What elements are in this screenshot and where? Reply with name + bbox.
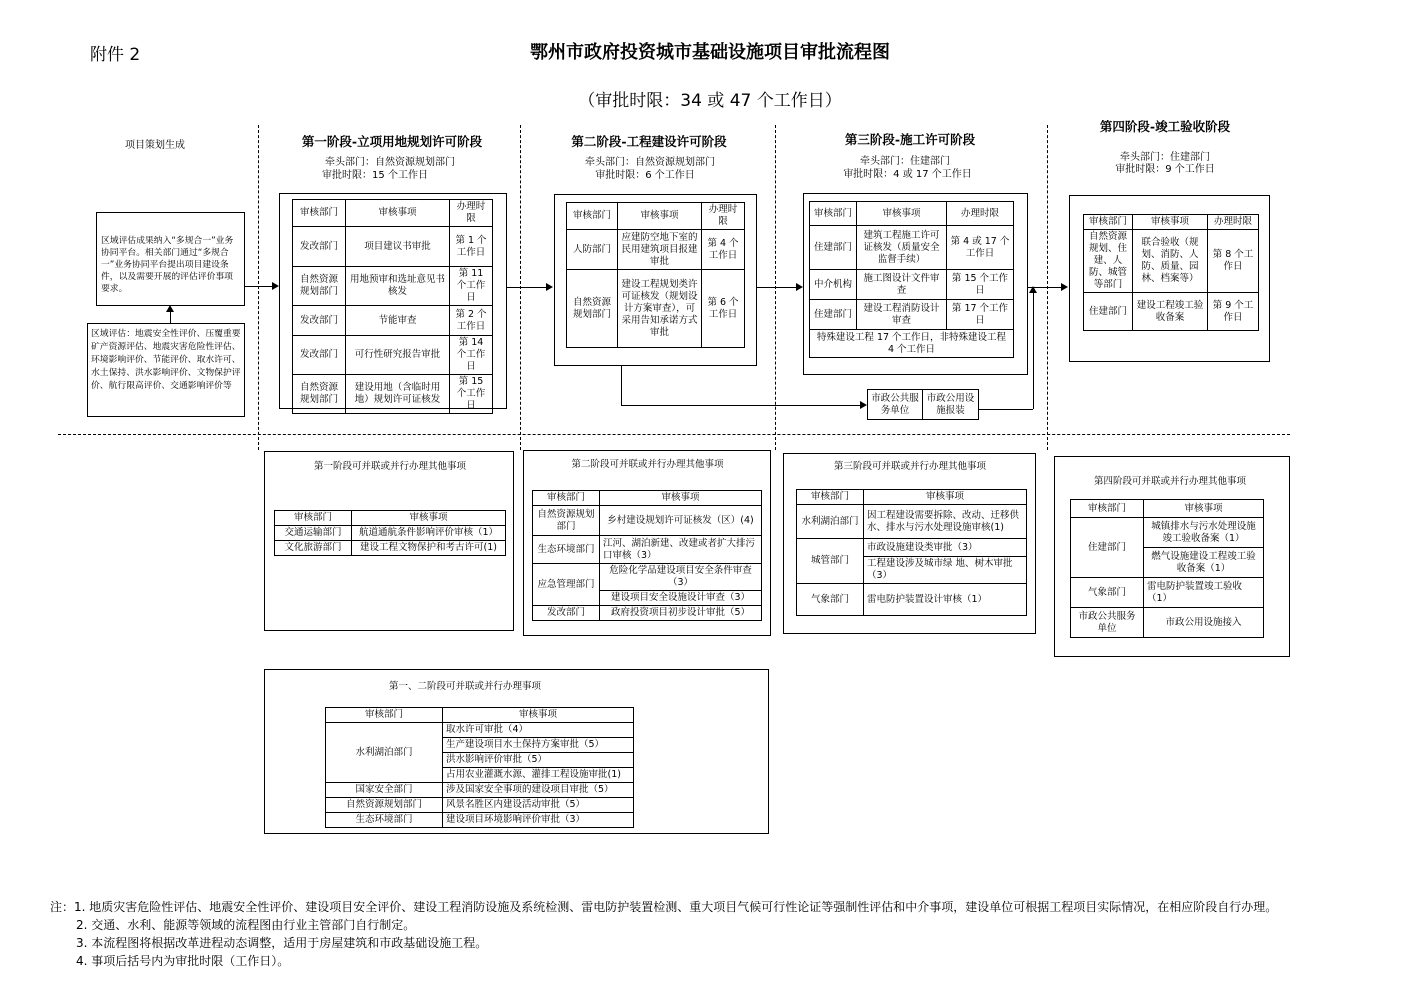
- table-row: [533, 536, 762, 564]
- parallel2-title: 第二阶段可并联或并行办理其他事项: [571, 459, 724, 470]
- col-header: 审核事项: [1144, 500, 1264, 518]
- table-row: [1071, 518, 1264, 548]
- dept-cell: 市政公共服务单位: [1071, 608, 1144, 638]
- note-4: 4. 事项后括号内为审批时限（工作日）。: [76, 954, 290, 968]
- item-cell: 政府投资项目初步设计审批（5）: [600, 606, 762, 621]
- item-cell: 建设工程消防设计审查: [857, 300, 947, 330]
- table-row: [293, 375, 493, 414]
- dept-cell: 气象部门: [797, 584, 864, 616]
- item-cell: 联合验收（规划、消防、人防、质量、园林、档案等）: [1133, 230, 1208, 293]
- item-cell: 建设项目环境影响评价审批（3）: [443, 813, 634, 828]
- stage-separator: [258, 125, 259, 450]
- table-row: [797, 539, 1027, 557]
- parallel12-table: [325, 707, 634, 828]
- col-header: 审核事项: [864, 490, 1027, 505]
- dept-cell: 发改部门: [293, 336, 346, 375]
- item-cell: 航道通航条件影响评价审核（1）: [352, 526, 506, 541]
- arrow-right-icon: [796, 283, 803, 291]
- col-header: 审核部门: [293, 200, 346, 227]
- time-cell: 第 17 个工作日: [947, 300, 1014, 330]
- item-cell: 市政设施建设类审批（3）: [864, 539, 1027, 557]
- col-header: 审核事项: [443, 708, 634, 723]
- connector-line: [979, 409, 1033, 410]
- parallel1-title: 第一阶段可并联或并行办理其他事项: [313, 461, 466, 472]
- stage4-title: 第四阶段-竣工验收阶段: [1099, 119, 1231, 134]
- item-cell: 用地预审和选址意见书核发: [346, 267, 450, 306]
- dept-cell: 自然资源规划部门: [326, 798, 443, 813]
- stage3-title: 第三阶段-施工许可阶段: [844, 132, 976, 147]
- dept-cell: 水利湖泊部门: [797, 505, 864, 539]
- item-cell: 建设工程规划类许可证核发（规划设计方案审查），可采用告知承诺方式审批: [618, 270, 702, 348]
- table-row: [533, 506, 762, 536]
- dept-cell: 住建部门: [810, 226, 857, 270]
- stage3-footer: 特殊建设工程 17 个工作日，非特殊建设工程 4 个工作日: [810, 330, 1014, 358]
- public-unit-cell: 市政公共服务单位: [868, 390, 923, 420]
- note-2: 2. 交通、水利、能源等领域的流程图由行业主管部门自行制定。: [76, 918, 416, 932]
- table-row: [326, 783, 634, 798]
- connector-line: [170, 311, 171, 323]
- time-cell: 第 4 个工作日: [702, 230, 745, 270]
- item-cell: 雷电防护装置竣工验收（1）: [1144, 578, 1264, 608]
- parallel4-title: 第四阶段可并联或并行办理其他事项: [1093, 476, 1246, 487]
- table-row: [326, 723, 634, 738]
- connector-line: [507, 287, 547, 288]
- item-cell: 项目建议书审批: [346, 227, 450, 267]
- col-header: 办理时限: [450, 200, 493, 227]
- table-row: [810, 270, 1014, 300]
- dept-cell: 发改部门: [533, 606, 600, 621]
- time-cell: 第 15 个工作日: [450, 375, 493, 414]
- table-row: [293, 267, 493, 306]
- table-row: [326, 798, 634, 813]
- time-cell: 第 6 个工作日: [702, 270, 745, 348]
- dept-cell: 住建部门: [810, 300, 857, 330]
- item-cell: 建设项目安全设施设计审查（3）: [600, 591, 762, 606]
- item-cell: 施工图设计文件审查: [857, 270, 947, 300]
- table-row: [293, 336, 493, 375]
- parallel4-table: [1070, 499, 1264, 638]
- col-header: 审核事项: [618, 203, 702, 230]
- dept-cell: 人防部门: [567, 230, 618, 270]
- item-cell: 占用农业灌溉水源、灌排工程设施审批(1): [443, 768, 634, 783]
- regional-assessment-text: 区域评估：地震安全性评价、压覆重要矿产资源评估、地震灾害危险性评估、环境影响评价、节能评价、取水许可、水土保持、洪水影响评价、文物保护评价、航行限高评价、交通影响评价等: [91, 329, 241, 391]
- regional-assessment-box: [87, 323, 245, 417]
- item-cell: 节能审查: [346, 306, 450, 336]
- col-header: 审核部门: [1071, 500, 1144, 518]
- stage2-limit: 审批时限：6 个工作日: [595, 170, 695, 181]
- connector-line: [245, 286, 273, 287]
- table-row: [1071, 608, 1264, 638]
- dept-cell: 发改部门: [293, 306, 346, 336]
- arrow-right-icon: [546, 283, 553, 291]
- table-row: [810, 226, 1014, 270]
- stage4-lead: 牵头部门：住建部门: [1120, 152, 1210, 163]
- col-header: 审核事项: [857, 202, 947, 226]
- dept-cell: 生态环境部门: [533, 536, 600, 564]
- table-row: [797, 505, 1027, 539]
- table-row: [810, 330, 1014, 358]
- note-1: 注：1. 地质灾害危险性评估、地震安全性评价、建设项目安全评价、建设工程消防设施及系统检测、雷电防护装置检测、重大项目气候可行性论证等强制性评估和中介事项，建设单位可根据工程项目实际情况，在相应阶段自行办理。: [50, 900, 1278, 914]
- stage3-limit: 审批时限：4 或 17 个工作日: [843, 169, 972, 180]
- item-cell: 江河、湖泊新建、改建或者扩大排污口审核（3）: [600, 536, 762, 564]
- item-cell: 城镇排水与污水处理设施竣工验收备案（1）: [1144, 518, 1264, 548]
- arrow-right-icon: [1061, 283, 1068, 291]
- arrow-right-icon: [860, 401, 867, 409]
- parallel2-table: [532, 490, 762, 621]
- item-cell: 工程建设涉及城市绿 地、树木审批（3）: [864, 557, 1027, 584]
- col-header: 办理时限: [947, 202, 1014, 226]
- table-row: [293, 306, 493, 336]
- time-cell: 第 11 个工作日: [450, 267, 493, 306]
- planning-box-text: 区域评估成果纳入“多规合一”业务协同平台。相关部门通过“多规合一”业务协同平台提出项目建设条件，以及需要开展的评估评价事项要求。: [101, 236, 234, 294]
- item-cell: 建设用地（含临时用地）规划许可证核发: [346, 375, 450, 414]
- dept-cell: 住建部门: [1084, 293, 1133, 331]
- table-row: [1084, 293, 1259, 331]
- arrow-up-icon: [166, 305, 174, 312]
- connector-line: [621, 405, 861, 406]
- connector-line: [757, 287, 797, 288]
- table-row: [275, 541, 506, 556]
- col-header: 审核部门: [810, 202, 857, 226]
- item-cell: 因工程建设需要拆除、改动、迁移供水、排水与污水处理设施审核(1): [864, 505, 1027, 539]
- item-cell: 燃气设施建设工程竣工验收备案（1）: [1144, 548, 1264, 578]
- item-cell: 建筑工程施工许可证核发（质量安全监督手续）: [857, 226, 947, 270]
- public-facility-table: [867, 389, 979, 420]
- section-separator: [58, 434, 1290, 435]
- page-title: 鄂州市政府投资城市基础设施项目审批流程图: [530, 42, 890, 63]
- dept-cell: 交通运输部门: [275, 526, 352, 541]
- col-header: 办理时限: [702, 203, 745, 230]
- dept-cell: 城管部门: [797, 539, 864, 584]
- item-cell: 乡村建设规划许可证核发（区）(4): [600, 506, 762, 536]
- col-header: 审核部门: [1084, 215, 1133, 230]
- item-cell: 应建防空地下室的民用建筑项目报建审批: [618, 230, 702, 270]
- attachment-label: 附件 2: [90, 45, 141, 65]
- dept-cell: 自然资源规划部门: [533, 506, 600, 536]
- page-subtitle: （审批时限：34 或 47 个工作日）: [578, 91, 842, 111]
- time-cell: 第 1 个工作日: [450, 227, 493, 267]
- note-3: 3. 本流程图将根据改革进程动态调整，适用于房屋建筑和市政基础设施工程。: [76, 936, 488, 950]
- table-row: [275, 526, 506, 541]
- item-cell: 洪水影响评价审批（5）: [443, 753, 634, 768]
- col-header: 审核事项: [600, 491, 762, 506]
- parallel3-title: 第三阶段可并联或并行办理其他事项: [833, 461, 986, 472]
- item-cell: 建设工程文物保护和考古许可(1): [352, 541, 506, 556]
- stage4-limit: 审批时限：9 个工作日: [1115, 164, 1215, 175]
- col-header: 审核部门: [567, 203, 618, 230]
- dept-cell: 自然资源规划部门: [567, 270, 618, 348]
- item-cell: 生产建设项目水土保持方案审批（5）: [443, 738, 634, 753]
- planning-box: [96, 212, 245, 306]
- dept-cell: 自然资源规划部门: [293, 267, 346, 306]
- col-header: 审核部门: [326, 708, 443, 723]
- col-header: 审核事项: [346, 200, 450, 227]
- stage1-limit: 审批时限：15 个工作日: [322, 170, 428, 181]
- dept-cell: 应急管理部门: [533, 564, 600, 606]
- table-row: [797, 584, 1027, 616]
- time-cell: 第 2 个工作日: [450, 306, 493, 336]
- col-header: 审核事项: [352, 511, 506, 526]
- item-cell: 涉及国家安全事项的建设项目审批（5）: [443, 783, 634, 798]
- arrow-up-icon: [1029, 286, 1037, 293]
- public-report-cell: 市政公用设施报装: [923, 390, 979, 420]
- stage3-table: [809, 201, 1014, 358]
- parallel1-table: [274, 510, 506, 556]
- col-header: 审核部门: [797, 490, 864, 505]
- dept-cell: 自然资源规划、住建、人防、城管等部门: [1084, 230, 1133, 293]
- table-row: [567, 270, 745, 348]
- col-header: 审核部门: [533, 491, 600, 506]
- table-row: [1071, 578, 1264, 608]
- dept-cell: 生态环境部门: [326, 813, 443, 828]
- stage2-table: [566, 202, 745, 348]
- stage2-lead: 牵头部门：自然资源规划部门: [585, 157, 715, 168]
- time-cell: 第 9 个工作日: [1208, 293, 1259, 331]
- dept-cell: 气象部门: [1071, 578, 1144, 608]
- item-cell: 风景名胜区内建设活动审批（5）: [443, 798, 634, 813]
- col-header: 办理时限: [1208, 215, 1259, 230]
- table-row: [810, 300, 1014, 330]
- dept-cell: 自然资源规划部门: [293, 375, 346, 414]
- time-cell: 第 8 个工作日: [1208, 230, 1259, 293]
- dept-cell: 发改部门: [293, 227, 346, 267]
- time-cell: 第 15 个工作日: [947, 270, 1014, 300]
- connector-line: [1033, 292, 1034, 409]
- stage2-title: 第二阶段-工程建设许可阶段: [571, 134, 727, 149]
- dept-cell: 中介机构: [810, 270, 857, 300]
- parallel3-table: [796, 489, 1027, 616]
- table-row: [567, 230, 745, 270]
- table-row: [1084, 230, 1259, 293]
- stage3-lead: 牵头部门：住建部门: [860, 156, 950, 167]
- stage4-table: [1083, 214, 1259, 331]
- planning-title: 项目策划生成: [125, 140, 185, 151]
- item-cell: 可行性研究报告审批: [346, 336, 450, 375]
- table-row: [533, 606, 762, 621]
- connector-line: [621, 366, 622, 405]
- item-cell: 雷电防护装置设计审核（1）: [864, 584, 1027, 616]
- time-cell: 第 4 或 17 个工作日: [947, 226, 1014, 270]
- item-cell: 取水许可审批（4）: [443, 723, 634, 738]
- col-header: 审核事项: [1133, 215, 1208, 230]
- arrow-right-icon: [272, 282, 279, 290]
- item-cell: 危险化学品建设项目安全条件审查（3）: [600, 564, 762, 591]
- item-cell: 市政公用设施接入: [1144, 608, 1264, 638]
- stage1-title: 第一阶段-立项用地规划许可阶段: [301, 134, 483, 149]
- dept-cell: 水利湖泊部门: [326, 723, 443, 783]
- table-row: [533, 564, 762, 591]
- table-row: [293, 227, 493, 267]
- table-row: [326, 813, 634, 828]
- stage1-table: [292, 199, 493, 414]
- dept-cell: 文化旅游部门: [275, 541, 352, 556]
- stage1-lead: 牵头部门：自然资源规划部门: [325, 157, 455, 168]
- col-header: 审核部门: [275, 511, 352, 526]
- parallel12-title: 第一、二阶段可并联或并行办理事项: [388, 681, 541, 692]
- time-cell: 第 14 个工作日: [450, 336, 493, 375]
- dept-cell: 住建部门: [1071, 518, 1144, 578]
- dept-cell: 国家安全部门: [326, 783, 443, 798]
- item-cell: 建设工程竣工验收备案: [1133, 293, 1208, 331]
